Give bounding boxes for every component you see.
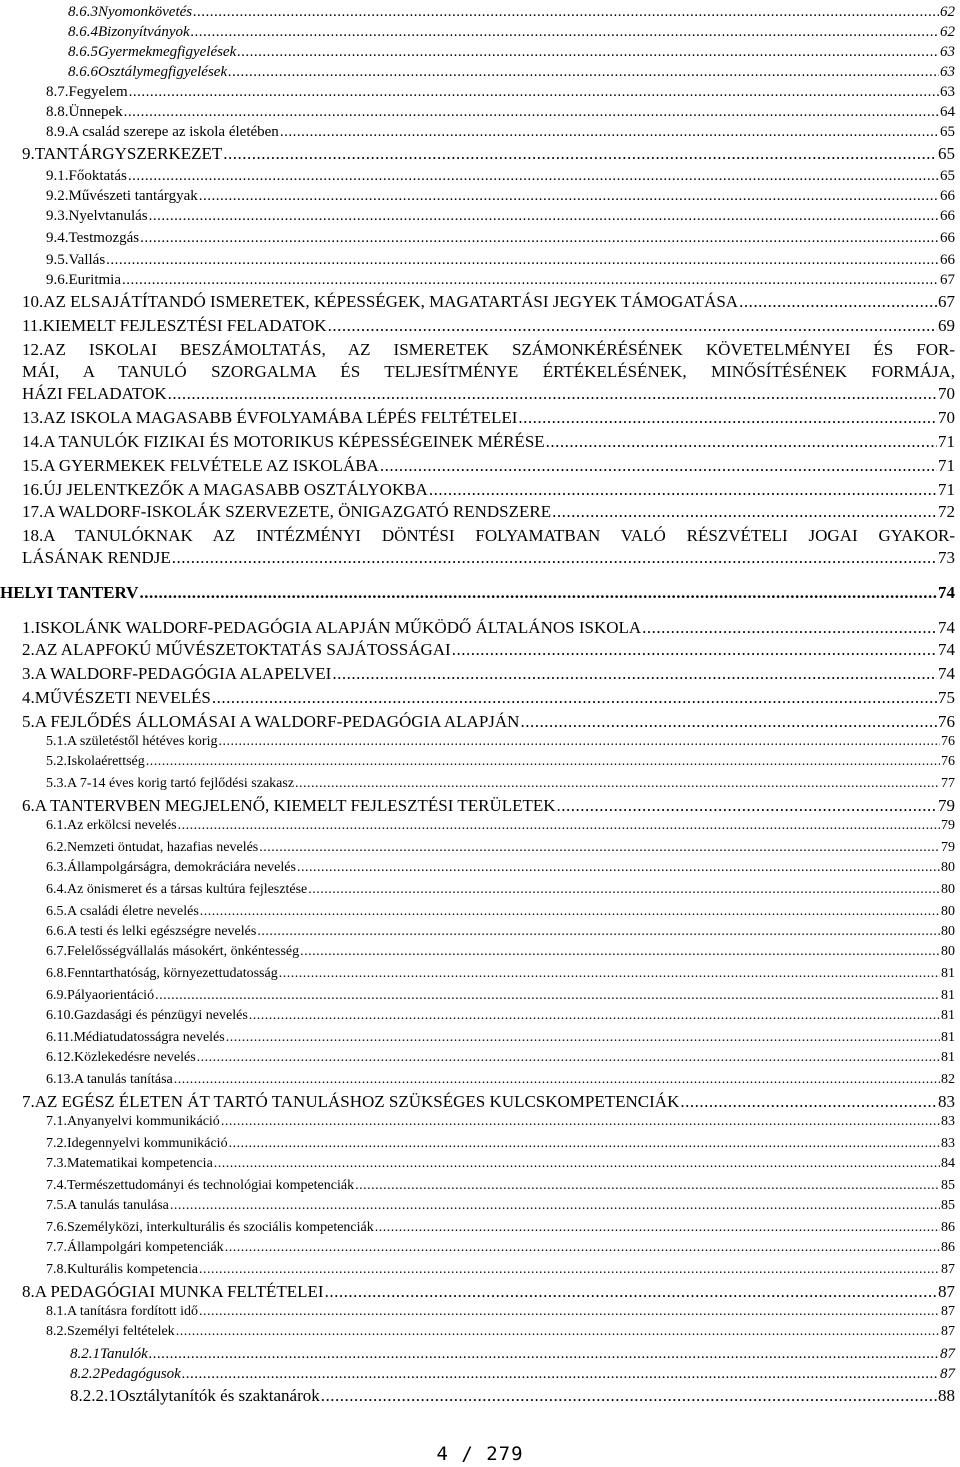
toc-entry[interactable] xyxy=(46,924,955,940)
toc-entry-title: 9.5.Vallás xyxy=(46,252,106,268)
toc-entry[interactable] xyxy=(22,316,955,336)
toc-entry-title: 5.3.A 7-14 éves korig tartó fejlődési szakasz xyxy=(46,776,295,791)
toc-page-number: 81 xyxy=(941,1050,955,1065)
toc-entry[interactable] xyxy=(46,818,955,834)
toc-page-number: 84 xyxy=(941,1156,955,1171)
dot-leader xyxy=(146,754,940,770)
dot-leader xyxy=(191,24,939,41)
dot-leader xyxy=(212,688,937,708)
toc-entry-title: 8.2.2.1Osztálytanítók és szaktanárok xyxy=(70,1386,320,1405)
toc-page-number: 86 xyxy=(941,1220,955,1235)
dot-leader xyxy=(325,1282,937,1302)
toc-page-number: 63 xyxy=(940,64,955,80)
toc-entry-title: 2.AZ ALAPFOKÚ MŰVÉSZETOKTATÁS SAJÁTOSSÁGAI xyxy=(22,640,451,659)
dot-leader xyxy=(221,1114,940,1130)
toc-entry[interactable] xyxy=(22,292,955,312)
toc-entry[interactable] xyxy=(68,44,955,61)
toc-page-number: 70 xyxy=(938,384,955,403)
toc-entry-line[interactable]: 12.AZ ISKOLAI BESZÁMOLTATÁS, AZ ISMERETEK SZÁMONKÉRÉSÉNEK KÖVETELMÉNYEI ÉS FOR- xyxy=(22,340,955,359)
toc-entry[interactable] xyxy=(46,230,955,247)
toc-page-number: 87 xyxy=(941,1324,955,1339)
toc-entry[interactable] xyxy=(46,904,955,920)
dot-leader xyxy=(168,384,937,404)
toc-entry[interactable] xyxy=(46,1220,955,1236)
toc-entry-title: 13.AZ ISKOLA MAGASABB ÉVFOLYAMÁBA LÉPÉS FELTÉTELEI xyxy=(22,408,518,427)
toc-entry-title: 7.2.Idegennyelvi kommunikáció xyxy=(46,1136,228,1151)
toc-entry-title: 8.7.Fegyelem xyxy=(46,84,128,100)
toc-page-number: 80 xyxy=(941,924,955,939)
toc-page-number: 83 xyxy=(941,1114,955,1129)
toc-entry[interactable] xyxy=(46,882,955,898)
toc-page-number: 81 xyxy=(941,988,955,1003)
toc-entry-title: 8.1.A tanításra fordított idő xyxy=(46,1304,199,1319)
toc-entry-title: LÁSÁNAK RENDJE xyxy=(22,548,171,567)
toc-entry-title: 6.11.Médiatudatosságra nevelés xyxy=(46,1030,225,1045)
toc-entry[interactable] xyxy=(22,480,955,500)
toc-entry[interactable] xyxy=(70,1366,955,1383)
dot-leader xyxy=(139,583,937,603)
dot-leader xyxy=(172,548,937,568)
dot-leader xyxy=(739,292,937,312)
toc-entry-title: 7.8.Kulturális kompetencia xyxy=(46,1262,199,1277)
toc-entry-title: 7.4.Természettudományi és technológiai kompetenciák xyxy=(46,1178,355,1193)
toc-entry[interactable] xyxy=(22,712,955,732)
toc-page-number: 77 xyxy=(941,776,955,791)
toc-entry[interactable] xyxy=(46,1050,955,1066)
dot-leader xyxy=(380,456,937,476)
toc-entry[interactable] xyxy=(46,734,955,750)
dot-leader xyxy=(214,1156,940,1172)
toc-page-number: 62 xyxy=(940,24,955,40)
toc-page-number: 76 xyxy=(941,754,955,769)
dot-leader xyxy=(375,1220,940,1236)
toc-entry[interactable] xyxy=(22,502,955,522)
toc-entry-title: 6.6.A testi és lelki egészségre nevelés xyxy=(46,924,257,939)
toc-entry-title: 5.1.A születéstől hétéves korig xyxy=(46,734,218,749)
toc-page-number: 87 xyxy=(940,1346,955,1362)
toc-page-number: 66 xyxy=(940,252,955,268)
dot-leader xyxy=(279,966,940,982)
toc-entry-title: 7.5.A tanulás tanulása xyxy=(46,1198,169,1213)
toc-entry-line[interactable]: MÁI, A TANULÓ SZORGALMA ÉS TELJESÍTMÉNYE ÉRTÉKELÉSÉNEK, MINŐSÍTÉSÉNEK FORMÁJA, xyxy=(22,362,955,381)
toc-entry-title: 15.A GYERMEKEK FELVÉTELE AZ ISKOLÁBA xyxy=(22,456,379,475)
toc-page-number: 67 xyxy=(940,272,955,288)
dot-leader xyxy=(429,480,937,500)
dot-leader xyxy=(321,1386,937,1406)
toc-entry[interactable] xyxy=(22,796,955,816)
toc-entry[interactable] xyxy=(46,1262,955,1278)
toc-entry-title: 8.2.1Tanulók xyxy=(70,1346,148,1362)
toc-page-number: 64 xyxy=(940,104,955,120)
toc-page-number: 80 xyxy=(941,904,955,919)
dot-leader xyxy=(259,840,940,856)
dot-leader xyxy=(106,252,939,269)
toc-page-number: 76 xyxy=(938,712,955,731)
toc-page-number: 85 xyxy=(941,1178,955,1193)
toc-page-number: 81 xyxy=(941,966,955,981)
toc-page-number: 86 xyxy=(941,1240,955,1255)
toc-entry[interactable] xyxy=(22,408,955,428)
toc-page-number: 87 xyxy=(941,1262,955,1277)
toc-page-number: 87 xyxy=(938,1282,955,1301)
toc-page-number: 65 xyxy=(938,144,955,163)
dot-leader xyxy=(229,1136,940,1152)
dot-leader xyxy=(520,712,937,732)
dot-leader xyxy=(237,44,939,61)
toc-entry[interactable] xyxy=(22,688,955,708)
toc-entry[interactable] xyxy=(46,1240,955,1256)
dot-leader xyxy=(557,796,937,816)
dot-leader xyxy=(328,316,937,336)
toc-entry[interactable] xyxy=(46,1136,955,1152)
dot-leader xyxy=(295,776,940,792)
toc-entry-title: 7.6.Személyközi, interkulturális és szociális kompetenciák xyxy=(46,1220,374,1235)
dot-leader xyxy=(124,104,939,121)
toc-page-number: 63 xyxy=(940,84,955,100)
toc-entry[interactable] xyxy=(46,966,955,982)
dot-leader xyxy=(218,734,940,750)
toc-entry[interactable] xyxy=(0,583,955,603)
toc-entry-title: 9.3.Nyelvtanulás xyxy=(46,208,148,224)
toc-page-number: 74 xyxy=(938,640,955,659)
dot-leader xyxy=(149,208,939,225)
toc-page-number: 82 xyxy=(941,1072,955,1087)
toc-entry[interactable] xyxy=(46,168,955,185)
dot-leader xyxy=(308,882,940,898)
toc-page-number: 63 xyxy=(940,44,955,60)
toc-entry[interactable] xyxy=(22,618,955,638)
dot-leader xyxy=(226,1030,940,1046)
toc-entry-title: 10.AZ ELSAJÁTÍTANDÓ ISMERETEK, KÉPESSÉGEK, MAGATARTÁSI JEGYEK TÁMOGATÁSA xyxy=(22,292,739,311)
toc-page-number: 74 xyxy=(938,664,955,683)
toc-page-number: 83 xyxy=(941,1136,955,1151)
toc-page-number: 80 xyxy=(941,860,955,875)
toc-page-number: 75 xyxy=(938,688,955,707)
toc-page-number: 80 xyxy=(941,944,955,959)
toc-page-number: 81 xyxy=(941,1030,955,1045)
toc-entry[interactable] xyxy=(22,144,955,164)
toc-entry-title: 5.A FEJLŐDÉS ÁLLOMÁSAI A WALDORF-PEDAGÓGIA ALAPJÁN xyxy=(22,712,520,731)
toc-page-number: 70 xyxy=(938,408,955,427)
dot-leader xyxy=(199,1262,940,1278)
toc-entry-title: 8.6.3Nyomonkövetés xyxy=(68,4,193,20)
dot-leader xyxy=(300,944,940,960)
toc-page-number: 88 xyxy=(938,1386,955,1405)
toc-entry-title: 6.2.Nemzeti öntudat, hazafias nevelés xyxy=(46,840,259,855)
toc-page-number: 69 xyxy=(938,316,955,335)
toc-page-number: 62 xyxy=(940,4,955,20)
toc-entry-title: 8.2.2Pedagógusok xyxy=(70,1366,181,1382)
toc-entry-title: 8.2.Személyi feltételek xyxy=(46,1324,175,1339)
toc-entry-title: 9.2.Művészeti tantárgyak xyxy=(46,188,198,204)
dot-leader xyxy=(170,1198,940,1214)
toc-page-number: 80 xyxy=(941,882,955,897)
toc-page-number: 67 xyxy=(938,292,955,311)
toc-page-number: 87 xyxy=(941,1304,955,1319)
toc-page-number: 71 xyxy=(938,480,955,499)
toc-entry[interactable] xyxy=(46,208,955,225)
toc-entry[interactable] xyxy=(70,1346,955,1363)
toc-entry[interactable] xyxy=(46,944,955,960)
toc-entry-title: HELYI TANTERV xyxy=(0,583,139,602)
toc-entry[interactable] xyxy=(46,1008,955,1024)
toc-page-number: 74 xyxy=(938,618,955,637)
dot-leader xyxy=(200,904,940,920)
dot-leader xyxy=(128,168,939,185)
toc-entry[interactable] xyxy=(46,1030,955,1046)
toc-entry-title: 11.KIEMELT FEJLESZTÉSI FELADATOK xyxy=(22,316,327,335)
toc-entry-title: 14.A TANULÓK FIZIKAI ÉS MOTORIKUS KÉPESSÉGEINEK MÉRÉSE xyxy=(22,432,545,451)
dot-leader xyxy=(174,1072,940,1088)
dot-leader xyxy=(178,818,940,834)
toc-entry-title: 6.7.Felelősségvállalás másokért, önkéntesség xyxy=(46,944,300,959)
toc-entry-title: 5.2.Iskolaérettség xyxy=(46,754,145,769)
toc-entry-title: 6.9.Pályaorientáció xyxy=(46,988,155,1003)
toc-entry-title: 8.8.Ünnepek xyxy=(46,104,123,120)
toc-entry-title: 6.12.Közlekedésre nevelés xyxy=(46,1050,196,1065)
toc-entry[interactable] xyxy=(46,1324,955,1340)
dot-leader xyxy=(552,502,937,522)
toc-entry[interactable] xyxy=(22,1282,955,1302)
toc-page-number: 65 xyxy=(940,124,955,140)
toc-entry-title: 6.13.A tanulás tanítása xyxy=(46,1072,173,1087)
toc-page-number: 71 xyxy=(938,456,955,475)
toc-entry[interactable] xyxy=(46,1178,955,1194)
toc-entry[interactable] xyxy=(46,860,955,876)
toc-entry-title: 3.A WALDORF-PEDAGÓGIA ALAPELVEI xyxy=(22,664,332,683)
toc-entry[interactable] xyxy=(22,1092,955,1112)
page-indicator: 4 / 279 xyxy=(436,1443,524,1465)
toc-entry-title: 6.10.Gazdasági és pénzügyi nevelés xyxy=(46,1008,248,1023)
toc-entry-title: 7.1.Anyanyelvi kommunikáció xyxy=(46,1114,220,1129)
toc-entry[interactable] xyxy=(46,272,955,289)
dot-leader xyxy=(176,1324,940,1340)
toc-entry[interactable] xyxy=(22,456,955,476)
toc-entry-title: 6.8.Fenntarthatóság, környezettudatosság xyxy=(46,966,278,981)
toc-page-number: 65 xyxy=(940,168,955,184)
toc-entry[interactable] xyxy=(22,384,955,404)
toc-entry[interactable] xyxy=(22,664,955,684)
toc-entry-title: 8.A PEDAGÓGIAI MUNKA FELTÉTELEI xyxy=(22,1282,324,1301)
toc-entry-title: 17.A WALDORF-ISKOLÁK SZERVEZETE, ÖNIGAZGATÓ RENDSZERE xyxy=(22,502,552,521)
toc-entry[interactable] xyxy=(68,4,955,21)
dot-leader xyxy=(546,432,937,452)
toc-entry[interactable] xyxy=(46,104,955,121)
toc-entry-title: 6.A TANTERVBEN MEGJELENŐ, KIEMELT FEJLESZTÉSI TERÜLETEK xyxy=(22,796,556,815)
toc-entry[interactable] xyxy=(46,988,955,1004)
dot-leader xyxy=(297,860,940,876)
toc-entry-title: 8.6.4Bizonyítványok xyxy=(68,24,190,40)
toc-entry-title: 6.3.Állampolgárságra, demokráciára nevelés xyxy=(46,860,296,875)
toc-entry[interactable] xyxy=(46,1114,955,1130)
toc-entry-title: 8.9.A család szerepe az iskola életében xyxy=(46,124,279,140)
dot-leader xyxy=(280,124,939,141)
toc-page-number: 72 xyxy=(938,502,955,521)
toc-entry[interactable] xyxy=(70,1386,955,1406)
toc-entry[interactable] xyxy=(46,1198,955,1214)
dot-leader xyxy=(155,988,940,1004)
dot-leader xyxy=(332,664,937,684)
toc-entry[interactable] xyxy=(22,548,955,568)
toc-page-number: 71 xyxy=(938,432,955,451)
toc-entry-title: 9.1.Főoktatás xyxy=(46,168,127,184)
toc-page-number: 79 xyxy=(941,818,955,833)
toc-entry-line[interactable]: 18.A TANULÓKNAK AZ INTÉZMÉNYI DÖNTÉSI FOLYAMATBAN VALÓ RÉSZVÉTELI JOGAI GYAKOR- xyxy=(22,526,955,545)
toc-entry[interactable] xyxy=(46,840,955,856)
toc-entry[interactable] xyxy=(22,640,955,660)
toc-entry-title: 9.6.Euritmia xyxy=(46,272,121,288)
toc-entry-title: 16.ÚJ JELENTKEZŐK A MAGASABB OSZTÁLYOKBA xyxy=(22,480,428,499)
toc-entry-title: 6.1.Az erkölcsi nevelés xyxy=(46,818,177,833)
toc-page-number: 76 xyxy=(941,734,955,749)
dot-leader xyxy=(642,618,937,638)
toc-entry[interactable] xyxy=(46,84,955,101)
toc-page-number: 66 xyxy=(940,188,955,204)
toc-entry-title: 1.ISKOLÁNK WALDORF-PEDAGÓGIA ALAPJÁN MŰKÖDŐ ÁLTALÁNOS ISKOLA xyxy=(22,618,642,637)
dot-leader xyxy=(249,1008,940,1024)
toc-page-number: 66 xyxy=(940,230,955,246)
toc-entry[interactable] xyxy=(68,64,955,81)
toc-entry[interactable] xyxy=(46,124,955,141)
toc-entry[interactable] xyxy=(46,776,955,792)
dot-leader xyxy=(257,924,940,940)
toc-entry-title: 8.6.5Gyermekmegfigyelések xyxy=(68,44,237,60)
toc-entry[interactable] xyxy=(46,252,955,269)
dot-leader xyxy=(182,1366,939,1383)
toc-page-number: 66 xyxy=(940,208,955,224)
toc-entry-title: 6.4.Az önismeret és a társas kultúra fejlesztése xyxy=(46,882,308,897)
dot-leader xyxy=(193,4,939,21)
toc-entry-title: 8.6.6Osztálymegfigyelések xyxy=(68,64,228,80)
dot-leader xyxy=(199,1304,940,1320)
dot-leader xyxy=(149,1346,939,1363)
toc-entry-title: 9.4.Testmozgás xyxy=(46,230,140,246)
dot-leader xyxy=(223,144,937,164)
toc-page-number: 74 xyxy=(938,583,955,602)
toc-page-number: 81 xyxy=(941,1008,955,1023)
toc-entry[interactable] xyxy=(46,1156,955,1172)
toc-page-number: 79 xyxy=(941,840,955,855)
dot-leader xyxy=(225,1240,940,1256)
toc-entry-title: 9.TANTÁRGYSZERKEZET xyxy=(22,144,223,163)
dot-leader xyxy=(355,1178,940,1194)
toc-entry[interactable] xyxy=(46,1072,955,1088)
toc-entry[interactable] xyxy=(22,432,955,452)
toc-entry-title: 7.3.Matematikai kompetencia xyxy=(46,1156,213,1171)
dot-leader xyxy=(518,408,937,428)
toc-entry[interactable] xyxy=(46,754,955,770)
dot-leader xyxy=(129,84,939,101)
dot-leader xyxy=(452,640,937,660)
toc-entry-title: 7.AZ EGÉSZ ÉLETEN ÁT TARTÓ TANULÁSHOZ SZÜKSÉGES KULCSKOMPETENCIÁK xyxy=(22,1092,680,1111)
toc-page-number: 73 xyxy=(938,548,955,567)
toc-entry-title: 7.7.Állampolgári kompetenciák xyxy=(46,1240,224,1255)
toc-entry-title: HÁZI FELADATOK xyxy=(22,384,167,403)
toc-entry[interactable] xyxy=(68,24,955,41)
toc-page-number: 85 xyxy=(941,1198,955,1213)
dot-leader xyxy=(197,1050,940,1066)
dot-leader xyxy=(199,188,939,205)
toc-entry-title: 4.MŰVÉSZETI NEVELÉS xyxy=(22,688,211,707)
toc-page-number: 87 xyxy=(940,1366,955,1382)
toc-entry[interactable] xyxy=(46,1304,955,1320)
toc-page-number: 79 xyxy=(938,796,955,815)
dot-leader xyxy=(228,64,939,81)
toc-entry[interactable] xyxy=(46,188,955,205)
dot-leader xyxy=(122,272,939,289)
toc-entry-title: 6.5.A családi életre nevelés xyxy=(46,904,199,919)
toc-page-number: 83 xyxy=(938,1092,955,1111)
dot-leader xyxy=(680,1092,937,1112)
dot-leader xyxy=(140,230,939,247)
